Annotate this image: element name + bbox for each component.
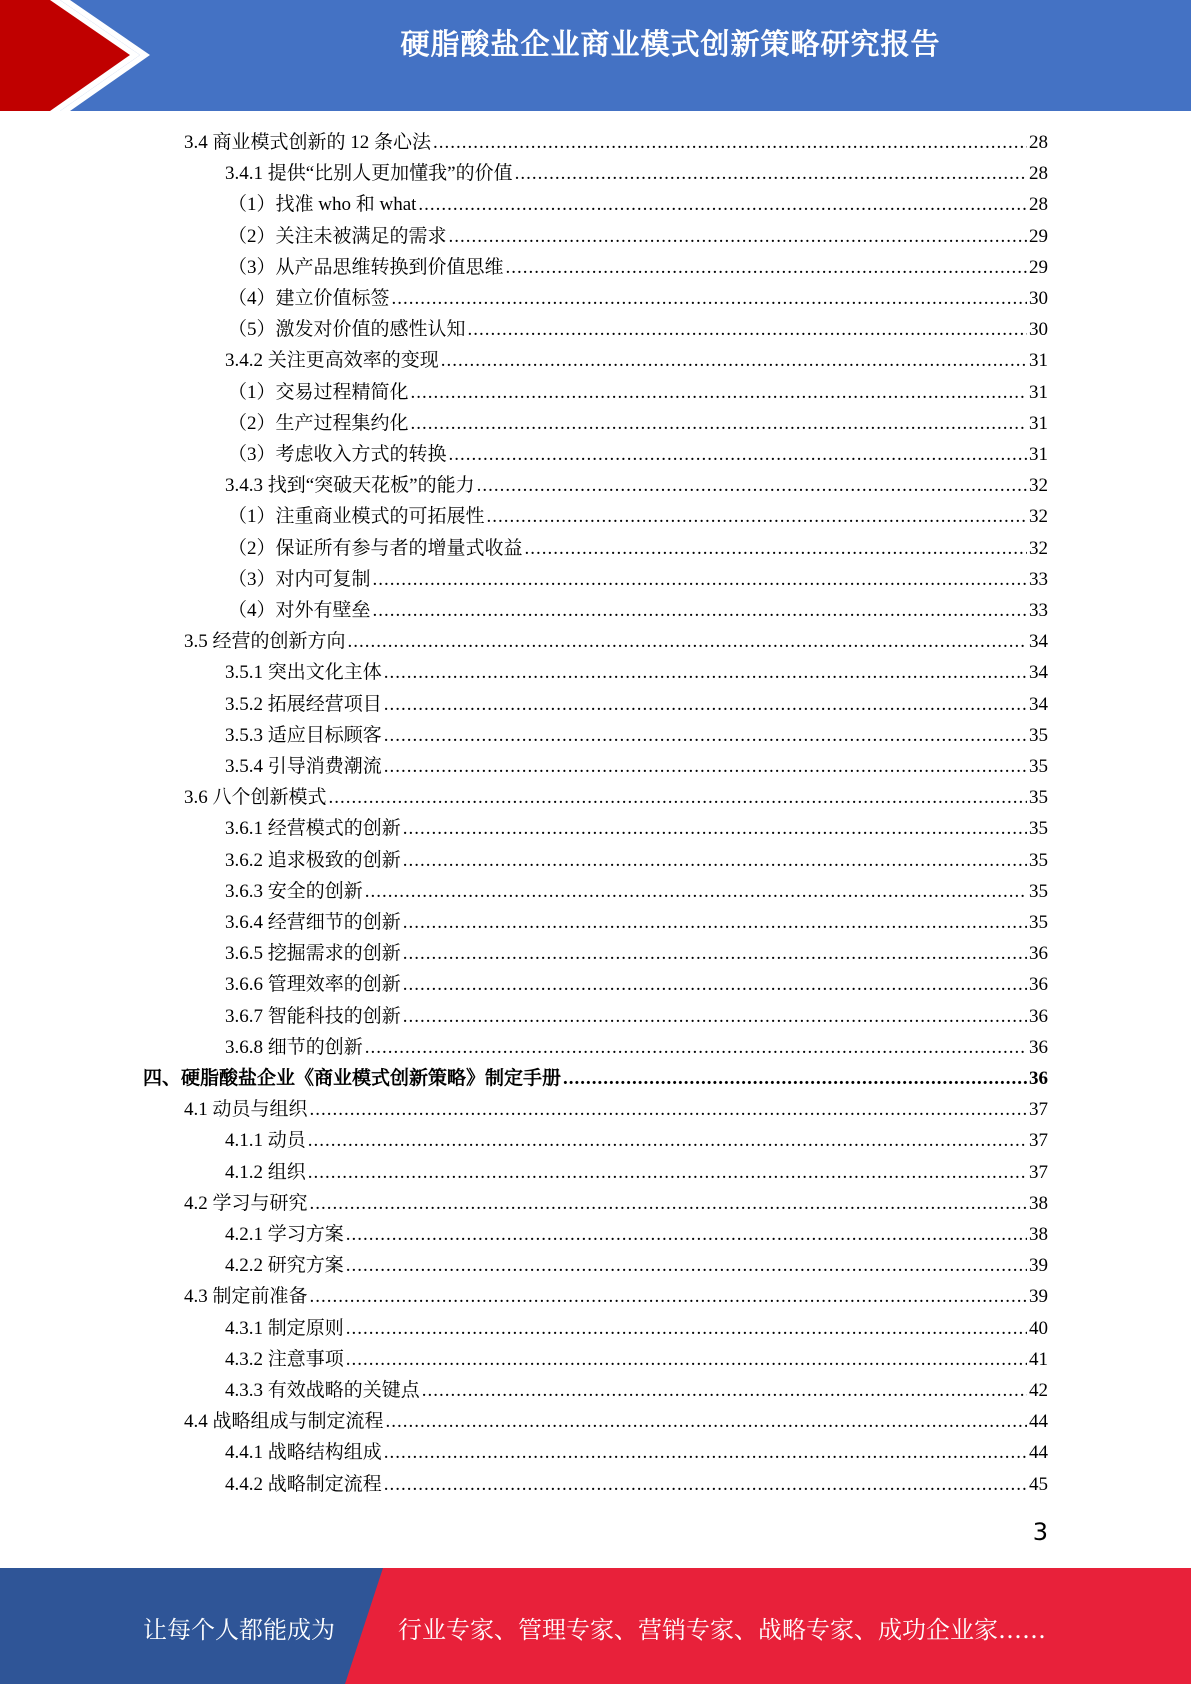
toc-entry-label: （1）找准 who 和 what (228, 194, 417, 215)
toc-entry-page: 35 (1029, 756, 1048, 777)
toc-entry[interactable] (225, 158, 1048, 189)
toc-entry-label: 3.5.3 适应目标顾客 (225, 725, 382, 746)
toc-entry[interactable] (143, 1063, 1048, 1094)
toc-dot-leader (348, 626, 1027, 657)
toc-entry-label: 3.6.6 管理效率的创新 (225, 974, 401, 995)
toc-entry[interactable] (225, 751, 1048, 782)
toc-entry-label: 3.4.3 找到“突破天花板”的能力 (225, 475, 475, 496)
toc-entry-page: 30 (1029, 319, 1048, 340)
toc-entry-page: 28 (1029, 163, 1048, 184)
toc-dot-leader (346, 1313, 1027, 1344)
toc-entry-page: 32 (1029, 538, 1048, 559)
toc-entry-page: 37 (1029, 1130, 1048, 1151)
toc-dot-leader (392, 283, 1027, 314)
toc-entry[interactable] (225, 1469, 1048, 1500)
toc-entry-label: 4.4 战略组成与制定流程 (184, 1411, 384, 1432)
toc-entry[interactable] (228, 595, 1048, 626)
toc-dot-leader (384, 1469, 1027, 1500)
toc-entry[interactable] (228, 533, 1048, 564)
toc-dot-leader (386, 1406, 1027, 1437)
toc-dot-leader (384, 720, 1027, 751)
toc-entry[interactable] (225, 1375, 1048, 1406)
toc-dot-leader (384, 657, 1027, 688)
toc-entry-page: 39 (1029, 1255, 1048, 1276)
toc-entry[interactable] (225, 845, 1048, 876)
toc-entry-page: 36 (1029, 1068, 1048, 1089)
toc-entry[interactable] (228, 283, 1048, 314)
toc-entry-label: 3.6.3 安全的创新 (225, 881, 363, 902)
toc-entry[interactable] (228, 501, 1048, 532)
toc-entry[interactable] (225, 1157, 1048, 1188)
toc-dot-leader (403, 938, 1027, 969)
footer-slogan-right: 行业专家、管理专家、营销专家、战略专家、成功企业家…… (398, 1616, 1046, 1644)
toc-entry-page: 41 (1029, 1349, 1048, 1370)
toc-entry-page: 40 (1029, 1318, 1048, 1339)
toc-dot-leader (403, 813, 1027, 844)
toc-dot-leader (506, 252, 1027, 283)
toc-entry-label: （4）对外有壁垒 (228, 600, 371, 621)
toc-entry-page: 35 (1029, 818, 1048, 839)
toc-entry-label: 3.6.1 经营模式的创新 (225, 818, 401, 839)
toc-dot-leader (373, 595, 1027, 626)
toc-dot-leader (441, 345, 1027, 376)
toc-entry[interactable] (228, 189, 1048, 220)
toc-entry-page: 34 (1029, 662, 1048, 683)
toc-entry-page: 35 (1029, 881, 1048, 902)
toc-entry[interactable] (225, 1125, 1048, 1156)
document-title: 硬脂酸盐企业商业模式创新策略研究报告 (400, 27, 941, 61)
toc-dot-leader (449, 439, 1027, 470)
toc-dot-leader (384, 751, 1027, 782)
toc-entry[interactable] (184, 127, 1048, 158)
toc-entry-page: 31 (1029, 444, 1048, 465)
toc-dot-leader (403, 907, 1027, 938)
toc-entry-page: 33 (1029, 600, 1048, 621)
toc-entry-label: 3.6.2 追求极致的创新 (225, 850, 401, 871)
toc-entry[interactable] (228, 564, 1048, 595)
toc-entry-label: 3.4 商业模式创新的 12 条心法 (184, 132, 432, 153)
toc-entry-page: 36 (1029, 1006, 1048, 1027)
toc-entry-page: 35 (1029, 787, 1048, 808)
toc-dot-leader (310, 1188, 1027, 1219)
toc-entry-label: （5）激发对价值的感性认知 (228, 319, 466, 340)
toc-entry-page: 32 (1029, 506, 1048, 527)
toc-entry-label: 4.1 动员与组织 (184, 1099, 308, 1120)
toc-entry-label: （2）保证所有参与者的增量式收益 (228, 538, 523, 559)
toc-entry-page: 37 (1029, 1099, 1048, 1120)
toc-entry-label: 3.6.4 经营细节的创新 (225, 912, 401, 933)
toc-entry-page: 44 (1029, 1411, 1048, 1432)
toc-entry[interactable] (225, 657, 1048, 688)
toc-entry[interactable] (228, 221, 1048, 252)
footer-slogan-left: 让每个人都能成为 (143, 1616, 335, 1644)
toc-entry-label: 3.5.4 引导消费潮流 (225, 756, 382, 777)
toc-entry-page: 45 (1029, 1474, 1048, 1495)
toc-entry-page: 38 (1029, 1224, 1048, 1245)
toc-entry-page: 33 (1029, 569, 1048, 590)
toc-entry-page: 34 (1029, 694, 1048, 715)
toc-entry[interactable] (225, 1313, 1048, 1344)
toc-dot-leader (563, 1063, 1027, 1094)
toc-dot-leader (403, 1001, 1027, 1032)
toc-entry-page: 36 (1029, 943, 1048, 964)
toc-entry-page: 42 (1029, 1380, 1048, 1401)
toc-entry[interactable] (225, 1032, 1048, 1063)
toc-entry-label: （2）生产过程集约化 (228, 413, 409, 434)
toc-entry[interactable] (225, 969, 1048, 1000)
toc-entry-page: 36 (1029, 1037, 1048, 1058)
toc-dot-leader (346, 1219, 1027, 1250)
footer-banner (0, 1568, 1191, 1684)
toc-dot-leader (365, 1032, 1027, 1063)
toc-entry-page: 36 (1029, 974, 1048, 995)
toc-entry-label: 3.4.1 提供“比别人更加懂我”的价值 (225, 163, 513, 184)
toc-entry-page: 31 (1029, 382, 1048, 403)
toc-dot-leader (411, 377, 1027, 408)
toc-entry-page: 31 (1029, 413, 1048, 434)
toc-dot-leader (346, 1344, 1027, 1375)
toc-entry-label: 4.3.1 制定原则 (225, 1318, 344, 1339)
toc-entry-page: 38 (1029, 1193, 1048, 1214)
toc-entry-page: 29 (1029, 226, 1048, 247)
toc-entry-label: （1）交易过程精简化 (228, 382, 409, 403)
toc-entry-page: 35 (1029, 912, 1048, 933)
toc-entry-page: 35 (1029, 850, 1048, 871)
toc-entry-page: 29 (1029, 257, 1048, 278)
toc-entry-label: 4.1.2 组织 (225, 1162, 306, 1183)
toc-entry-page: 39 (1029, 1286, 1048, 1307)
toc-entry[interactable] (184, 1094, 1048, 1125)
toc-entry[interactable] (225, 1219, 1048, 1250)
toc-dot-leader (403, 845, 1027, 876)
toc-entry-label: 3.5.2 拓展经营项目 (225, 694, 382, 715)
toc-dot-leader (449, 221, 1027, 252)
toc-entry-label: 4.4.2 战略制定流程 (225, 1474, 382, 1495)
toc-entry[interactable] (225, 907, 1048, 938)
toc-entry[interactable] (225, 938, 1048, 969)
toc-dot-leader (487, 501, 1027, 532)
toc-dot-leader (468, 314, 1027, 345)
toc-dot-leader (477, 470, 1027, 501)
toc-entry-label: 4.3.2 注意事项 (225, 1349, 344, 1370)
toc-dot-leader (418, 189, 1027, 220)
toc-entry[interactable] (228, 377, 1048, 408)
toc-entry[interactable] (225, 689, 1048, 720)
toc-entry[interactable] (184, 1406, 1048, 1437)
toc-entry-label: （4）建立价值标签 (228, 288, 390, 309)
toc-entry-label: （3）考虑收入方式的转换 (228, 444, 447, 465)
toc-entry-label: （3）从产品思维转换到价值思维 (228, 257, 504, 278)
toc-dot-leader (310, 1094, 1027, 1125)
toc-entry[interactable] (225, 345, 1048, 376)
toc-entry[interactable] (228, 252, 1048, 283)
toc-entry-label: 3.6.5 挖掘需求的创新 (225, 943, 401, 964)
toc-entry-label: （2）关注未被满足的需求 (228, 226, 447, 247)
toc-entry[interactable] (225, 1001, 1048, 1032)
toc-entry-page: 28 (1029, 194, 1048, 215)
toc-entry[interactable] (184, 1281, 1048, 1312)
page-number: 3 (1032, 1518, 1048, 1546)
toc-dot-leader (525, 533, 1027, 564)
toc-entry[interactable] (225, 470, 1048, 501)
toc-entry[interactable] (228, 439, 1048, 470)
toc-dot-leader (310, 1281, 1027, 1312)
toc-entry-page: 30 (1029, 288, 1048, 309)
header-banner (0, 0, 1191, 111)
toc-entry-page: 35 (1029, 725, 1048, 746)
toc-entry[interactable] (184, 626, 1048, 657)
toc-dot-leader (384, 689, 1027, 720)
toc-dot-leader (411, 408, 1027, 439)
toc-entry[interactable] (225, 1250, 1048, 1281)
toc-dot-leader (308, 1157, 1027, 1188)
toc-dot-leader (403, 969, 1027, 1000)
toc-entry-page: 32 (1029, 475, 1048, 496)
toc-entry[interactable] (225, 1344, 1048, 1375)
toc-dot-leader (422, 1375, 1027, 1406)
toc-entry[interactable] (184, 782, 1048, 813)
toc-entry[interactable] (225, 813, 1048, 844)
toc-entry-label: 3.4.2 关注更高效率的变现 (225, 350, 439, 371)
toc-dot-leader (384, 1437, 1027, 1468)
toc-dot-leader (365, 876, 1027, 907)
toc-dot-leader (329, 782, 1027, 813)
toc-entry-label: 3.5.1 突出文化主体 (225, 662, 382, 683)
toc-entry-label: 4.1.1 动员 (225, 1130, 306, 1151)
toc-entry-page: 34 (1029, 631, 1048, 652)
toc-entry-label: 4.4.1 战略结构组成 (225, 1442, 382, 1463)
toc-dot-leader (346, 1250, 1027, 1281)
toc-entry[interactable] (225, 1437, 1048, 1468)
toc-dot-leader (373, 564, 1027, 595)
toc-entry-page: 28 (1029, 132, 1048, 153)
toc-entry-label: 4.3 制定前准备 (184, 1286, 308, 1307)
toc-entry-label: （3）对内可复制 (228, 569, 371, 590)
toc-entry[interactable] (225, 876, 1048, 907)
toc-entry[interactable] (184, 1188, 1048, 1219)
toc-entry-label: 4.2.1 学习方案 (225, 1224, 344, 1245)
toc-entry-label: 4.2.2 研究方案 (225, 1255, 344, 1276)
toc-entry-page: 31 (1029, 350, 1048, 371)
toc-dot-leader (308, 1125, 1027, 1156)
toc-entry-label: 3.5 经营的创新方向 (184, 631, 346, 652)
toc-entry-label: 四、硬脂酸盐企业《商业模式创新策略》制定手册 (143, 1068, 562, 1089)
toc-entry-label: 4.2 学习与研究 (184, 1193, 308, 1214)
toc-entry-label: 4.3.3 有效战略的关键点 (225, 1380, 420, 1401)
toc-entry-page: 44 (1029, 1442, 1048, 1463)
toc-entry[interactable] (228, 408, 1048, 439)
toc-entry[interactable] (225, 720, 1048, 751)
toc-entry-label: （1）注重商业模式的可拓展性 (228, 506, 485, 527)
toc-entry-page: 37 (1029, 1162, 1048, 1183)
toc-entry-label: 3.6 八个创新模式 (184, 787, 327, 808)
toc-entry-label: 3.6.8 细节的创新 (225, 1037, 363, 1058)
toc-dot-leader (515, 158, 1027, 189)
toc-entry-label: 3.6.7 智能科技的创新 (225, 1006, 401, 1027)
toc-dot-leader (433, 127, 1027, 158)
toc-entry[interactable] (228, 314, 1048, 345)
